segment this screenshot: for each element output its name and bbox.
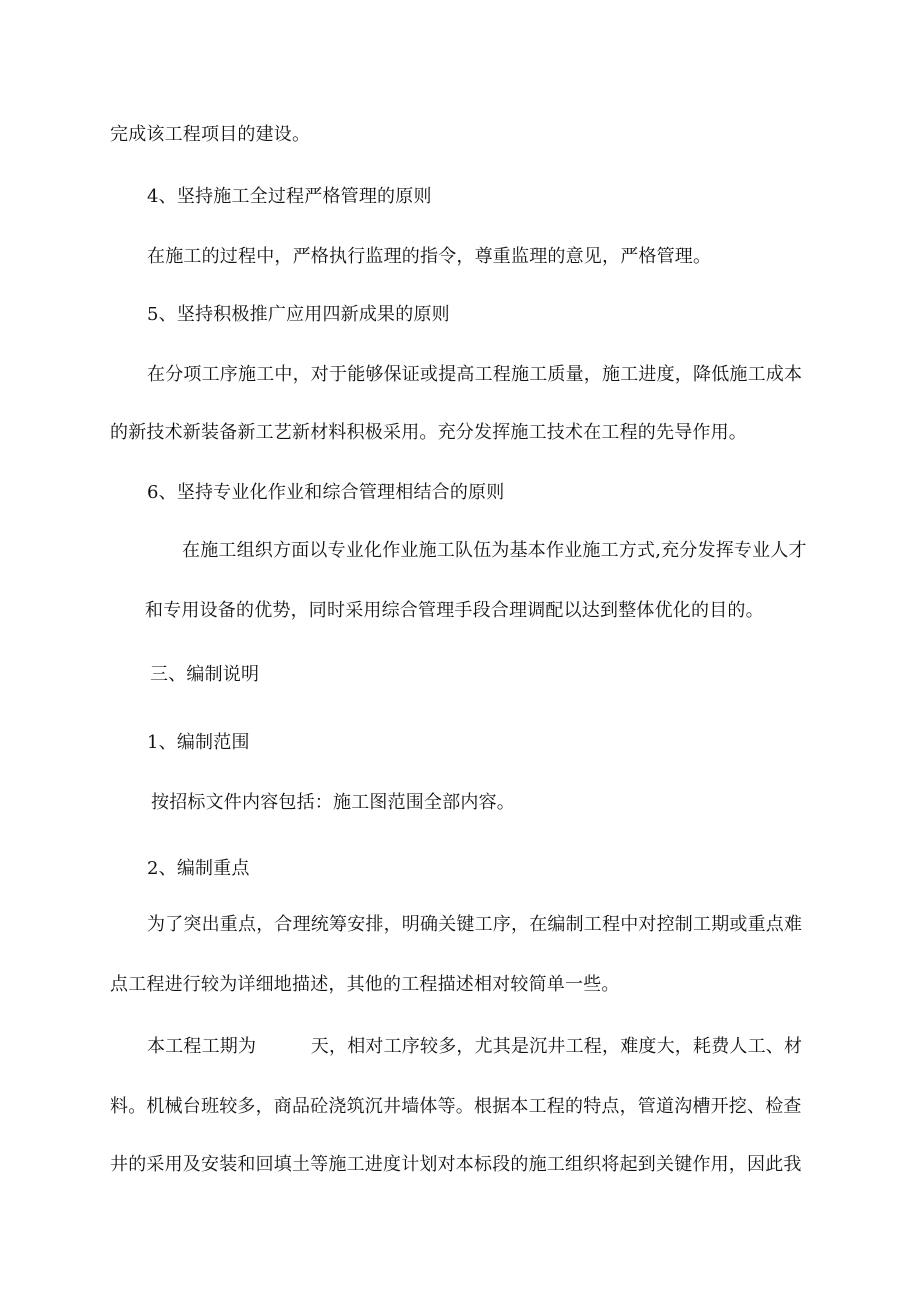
- subsection-heading-1: 1、编制范围: [147, 732, 250, 753]
- principle-heading-4: 4、坚持施工全过程严格管理的原则: [147, 186, 432, 207]
- body-text-line: 井的采用及安装和回填土等施工进度计划对本标段的施工组织将起到关键作用，因此我: [110, 1154, 802, 1175]
- body-text-line: 本工程工期为 天，相对工序较多，尤其是沉井工程，难度大，耗费人工、材: [147, 1036, 803, 1057]
- section-heading: 三、编制说明: [150, 664, 260, 685]
- body-text-line: 的新技术新装备新工艺新材料积极采用。充分发挥施工技术在工程的先导作用。: [110, 422, 747, 443]
- body-text-line: 完成该工程项目的建设。: [110, 124, 311, 145]
- body-text-line: 点工程进行较为详细地描述，其他的工程描述相对较简单一些。: [110, 974, 620, 995]
- body-text-line: 在分项工序施工中，对于能够保证或提高工程施工质量，施工进度，降低施工成本: [147, 364, 803, 385]
- body-text-line: 和专用设备的优势，同时采用综合管理手段合理调配以达到整体优化的目的。: [145, 600, 764, 621]
- body-text-line: 为了突出重点，合理统筹安排，明确关键工序，在编制工程中对控制工期或重点难: [147, 914, 803, 935]
- subsection-heading-2: 2、编制重点: [147, 858, 250, 879]
- body-text-line: 在施工组织方面以专业化作业施工队伍为基本作业施工方式,充分发挥专业人才: [182, 540, 807, 561]
- body-text-line: 在施工的过程中，严格执行监理的指令，尊重监理的意见，严格管理。: [147, 246, 712, 267]
- body-text-line: 按招标文件内容包括：施工图范围全部内容。: [151, 792, 515, 813]
- body-text-line: 料。机械台班较多，商品砼浇筑沉井墙体等。根据本工程的特点，管道沟槽开挖、检查: [110, 1096, 802, 1117]
- principle-heading-5: 5、坚持积极推广应用四新成果的原则: [147, 304, 450, 325]
- principle-heading-6: 6、坚持专业化作业和综合管理相结合的原则: [147, 482, 505, 503]
